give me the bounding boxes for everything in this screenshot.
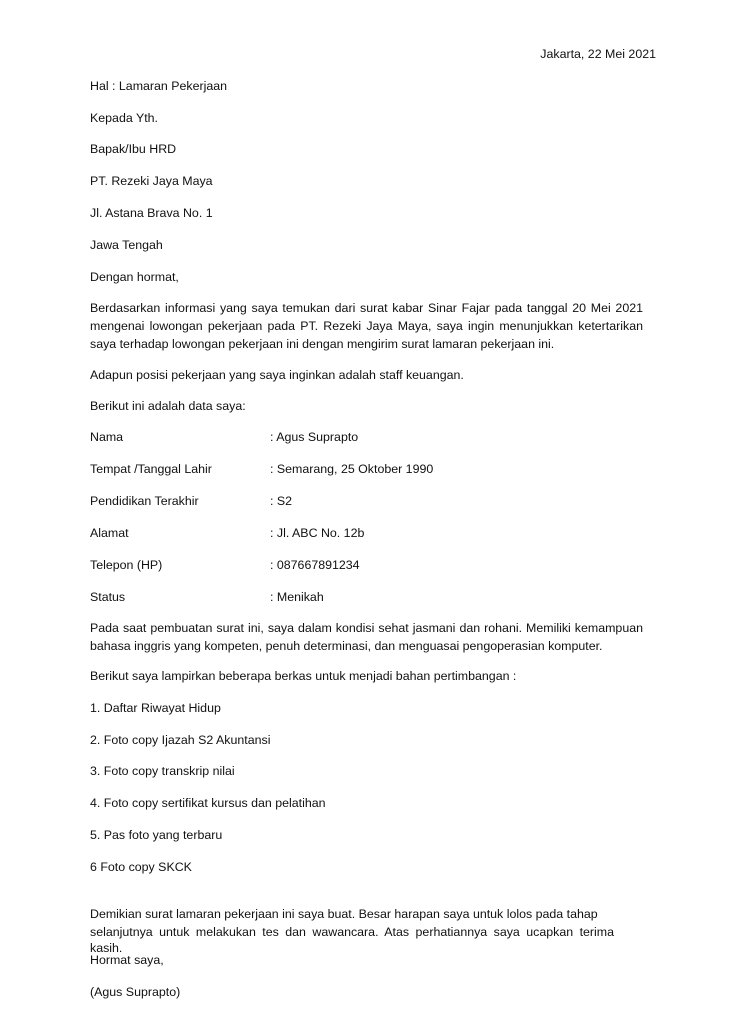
data-label: Status <box>90 590 126 604</box>
closing-line: Demikian surat lamaran pekerjaan ini saya buat. Besar harapan saya untuk lolos pada tahap <box>90 907 598 921</box>
greeting: Dengan hormat, <box>90 270 179 284</box>
condition-line: Pada saat pembuatan surat ini, saya dalam kondisi sehat jasmani dan rohani. Memiliki kemampuan <box>90 621 643 635</box>
attachment-item: 3. Foto copy transkrip nilai <box>90 764 235 778</box>
intro-line: saya terhadap lowongan pekerjaan ini dengan mengirim surat lamaran pekerjaan ini. <box>90 337 555 351</box>
data-label: Pendidikan Terakhir <box>90 494 199 508</box>
condition-paragraph <box>90 620 643 656</box>
closing-line: selanjutnya untuk melakukan tes dan wawancara. Atas perhatiannya saya ucapkan terima kasih. <box>90 925 614 955</box>
recipient-title: Bapak/Ibu HRD <box>90 142 177 156</box>
attachments-intro: Berikut saya lampirkan beberapa berkas untuk menjadi bahan pertimbangan : <box>90 669 517 683</box>
attachment-item: 2. Foto copy Ijazah S2 Akuntansi <box>90 733 271 747</box>
data-value: : Menikah <box>270 590 324 604</box>
data-row-name <box>90 429 650 447</box>
data-value: : 087667891234 <box>270 558 360 572</box>
data-value: : S2 <box>270 494 293 508</box>
attachment-item: 5. Pas foto yang terbaru <box>90 828 223 842</box>
data-label: Tempat /Tanggal Lahir <box>90 462 212 476</box>
data-value: : Agus Suprapto <box>270 430 359 444</box>
recipient-salutation: Kepada Yth. <box>90 111 158 125</box>
intro-line: Berdasarkan informasi yang saya temukan dari surat kabar Sinar Fajar pada tanggal 20 Mei 2021 <box>90 301 643 315</box>
attachment-item: 6 Foto copy SKCK <box>90 860 192 874</box>
data-label: Alamat <box>90 526 129 540</box>
letter-subject: Hal : Lamaran Pekerjaan <box>90 79 228 93</box>
recipient-company: PT. Rezeki Jaya Maya <box>90 174 213 188</box>
data-row-status <box>90 589 650 607</box>
data-value: : Semarang, 25 Oktober 1990 <box>270 462 434 476</box>
letter-date: Jakarta, 22 Mei 2021 <box>540 47 656 61</box>
data-row-birth <box>90 461 650 479</box>
signoff: Hormat saya, <box>90 953 164 967</box>
recipient-region: Jawa Tengah <box>90 238 163 252</box>
recipient-street: Jl. Astana Brava No. 1 <box>90 206 213 220</box>
data-intro: Berikut ini adalah data saya: <box>90 399 246 413</box>
position-text: Adapun posisi pekerjaan yang saya inginkan adalah staff keuangan. <box>90 368 464 382</box>
attachment-item: 1. Daftar Riwayat Hidup <box>90 701 221 715</box>
intro-paragraph <box>90 300 643 354</box>
data-row-address <box>90 525 650 543</box>
attachment-item: 4. Foto copy sertifikat kursus dan pelatihan <box>90 796 326 810</box>
data-label: Nama <box>90 430 124 444</box>
intro-line: mengenai lowongan pekerjaan pada PT. Rezeki Jaya Maya, saya ingin menunjukkan ketertarikan <box>90 319 643 333</box>
data-value: : Jl. ABC No. 12b <box>270 526 365 540</box>
signature-name: (Agus Suprapto) <box>90 985 181 999</box>
condition-line: bahasa inggris yang kompeten, penuh determinasi, dan menguasai pengoperasian komputer. <box>90 639 603 653</box>
data-label: Telepon (HP) <box>90 558 163 572</box>
data-row-education <box>90 493 650 511</box>
data-row-phone <box>90 557 650 575</box>
closing-paragraph <box>90 906 614 955</box>
